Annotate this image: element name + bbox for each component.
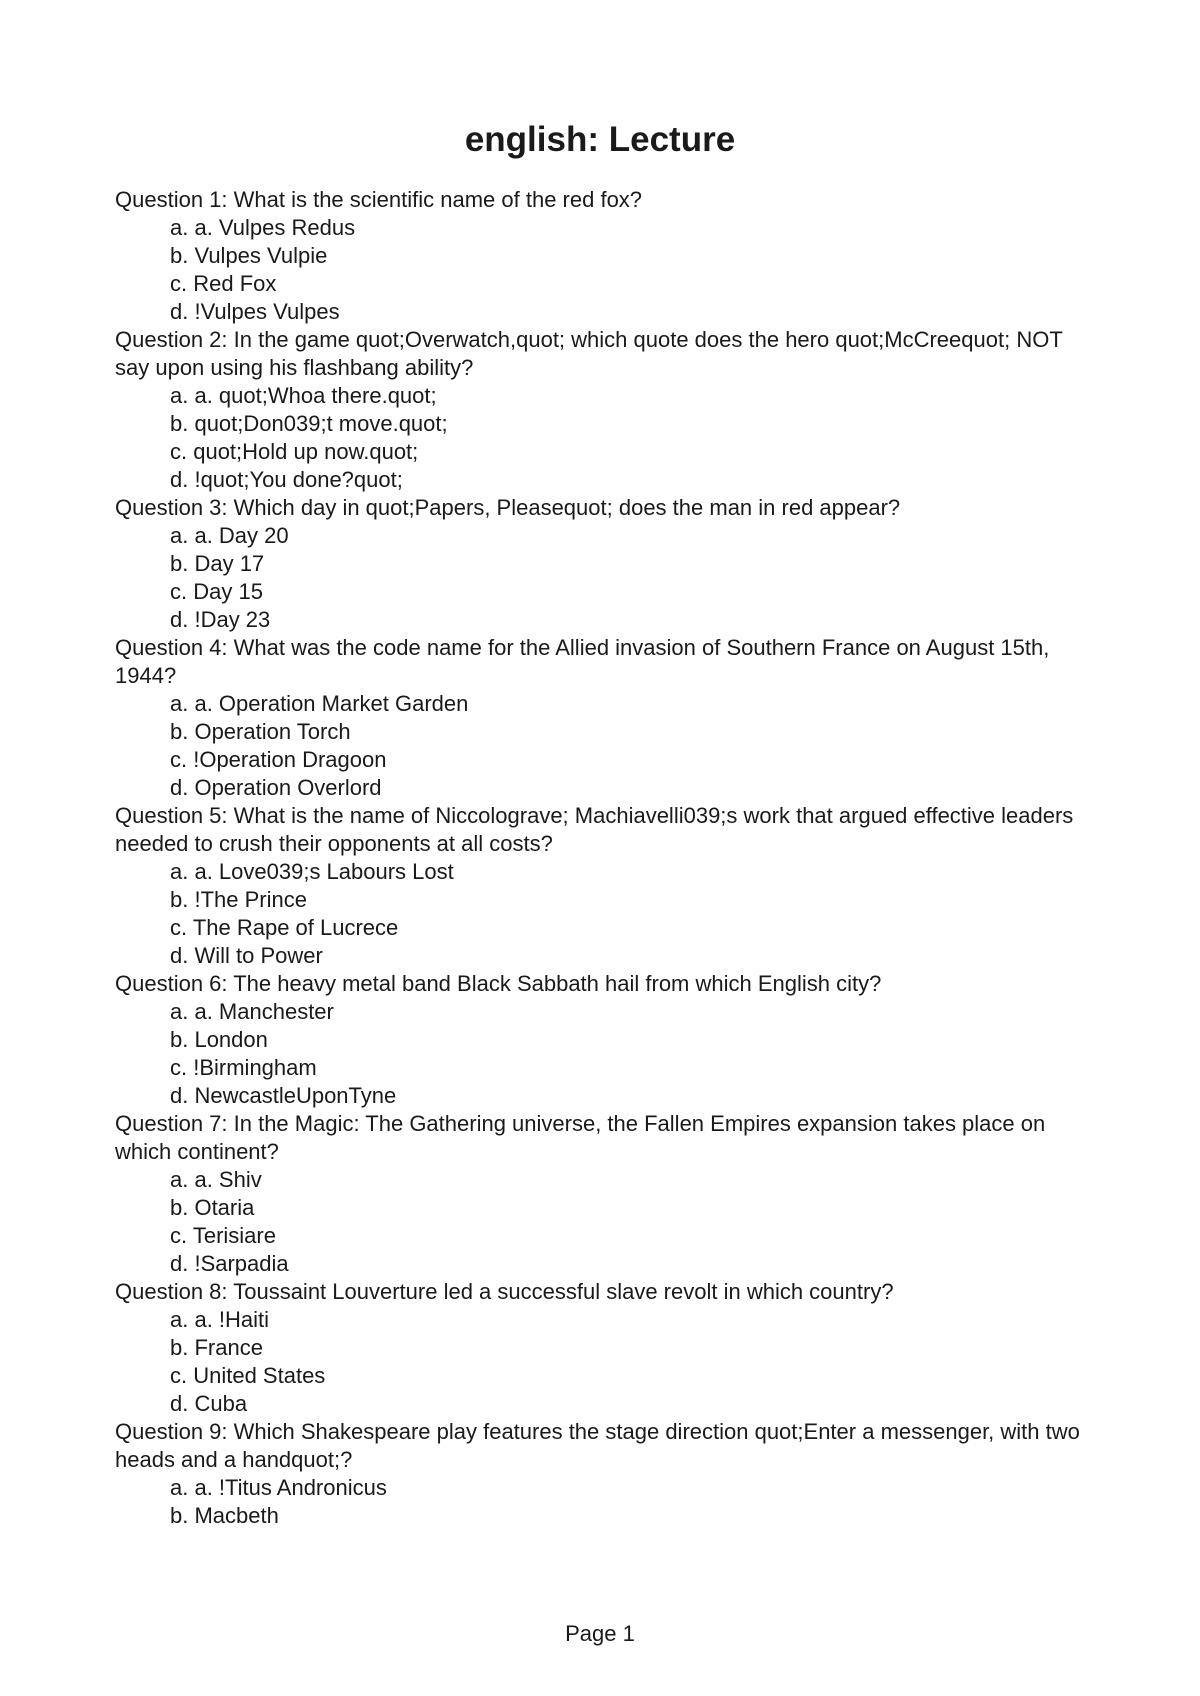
answer-option: c. Day 15 [170, 579, 263, 604]
answer-option: d. Will to Power [170, 943, 323, 968]
question-block [115, 634, 1095, 802]
answer-option: b. Macbeth [170, 1503, 279, 1528]
answer-option: c. !Operation Dragoon [170, 747, 387, 772]
answer-option: b. quot;Don039;t move.quot; [170, 411, 448, 436]
question-block [115, 1418, 1095, 1530]
question-text: Question 6: The heavy metal band Black Sabbath hail from which English city? [115, 971, 882, 996]
answer-options [115, 382, 1095, 494]
answer-option: a. a. Day 20 [170, 523, 289, 548]
question-block [115, 186, 1095, 326]
answer-option: c. Red Fox [170, 271, 277, 296]
answer-option: d. !Day 23 [170, 607, 271, 632]
answer-options [115, 1306, 1095, 1418]
answer-option: a. a. !Titus Andronicus [170, 1475, 387, 1500]
question-block [115, 802, 1095, 970]
answer-option: b. Operation Torch [170, 719, 351, 744]
question-text: Question 1: What is the scientific name of the red fox? [115, 187, 643, 212]
answer-option: d. !Vulpes Vulpes [170, 299, 340, 324]
answer-option: d. !Sarpadia [170, 1251, 289, 1276]
page-title: english: Lecture [464, 120, 736, 159]
question-text: Question 9: Which Shakespeare play features the stage direction quot;Enter a messenger, with two heads and a handquot;? [115, 1419, 1080, 1472]
answer-option: c. quot;Hold up now.quot; [170, 439, 419, 464]
question-list [115, 186, 1095, 1530]
answer-option: b. London [170, 1027, 268, 1052]
page-number: Page 1 [565, 1621, 635, 1646]
answer-option: c. United States [170, 1363, 326, 1388]
answer-option: a. a. Love039;s Labours Lost [170, 859, 454, 884]
answer-options [115, 998, 1095, 1110]
question-text: Question 2: In the game quot;Overwatch,quot; which quote does the hero quot;McCreequot; NOT say upon using his flashbang ability? [115, 327, 1063, 380]
answer-option: a. a. Manchester [170, 999, 334, 1024]
answer-option: d. Operation Overlord [170, 775, 382, 800]
question-text: Question 4: What was the code name for the Allied invasion of Southern France on August 15th, 1944? [115, 635, 1050, 688]
answer-option: b. Day 17 [170, 551, 265, 576]
question-block [115, 326, 1095, 494]
answer-option: b. France [170, 1335, 263, 1360]
question-block [115, 1278, 1095, 1418]
question-text: Question 5: What is the name of Niccolograve; Machiavelli039;s work that argued effective leaders needed to crush their opponents at all costs? [115, 803, 1074, 856]
answer-option: a. a. !Haiti [170, 1307, 270, 1332]
answer-option: c. !Birmingham [170, 1055, 317, 1080]
answer-option: a. a. quot;Whoa there.quot; [170, 383, 437, 408]
answer-option: a. a. Vulpes Redus [170, 215, 356, 240]
answer-options [115, 858, 1095, 970]
answer-options [115, 1166, 1095, 1278]
answer-options [115, 522, 1095, 634]
answer-option: c. The Rape of Lucrece [170, 915, 399, 940]
answer-options [115, 1474, 1095, 1530]
answer-option: b. !The Prince [170, 887, 307, 912]
answer-option: b. Vulpes Vulpie [170, 243, 328, 268]
answer-option: a. a. Shiv [170, 1167, 262, 1192]
answer-option: d. Cuba [170, 1391, 248, 1416]
question-text: Question 3: Which day in quot;Papers, Pleasequot; does the man in red appear? [115, 495, 901, 520]
answer-options [115, 690, 1095, 802]
question-block [115, 494, 1095, 634]
question-text: Question 7: In the Magic: The Gathering universe, the Fallen Empires expansion takes place on which continent? [115, 1111, 1046, 1164]
answer-option: d. !quot;You done?quot; [170, 467, 403, 492]
answer-option: c. Terisiare [170, 1223, 276, 1248]
answer-option: b. Otaria [170, 1195, 255, 1220]
answer-options [115, 214, 1095, 326]
question-block [115, 1110, 1095, 1278]
question-block [115, 970, 1095, 1110]
question-text: Question 8: Toussaint Louverture led a successful slave revolt in which country? [115, 1279, 894, 1304]
answer-option: d. NewcastleUponTyne [170, 1083, 397, 1108]
answer-option: a. a. Operation Market Garden [170, 691, 469, 716]
